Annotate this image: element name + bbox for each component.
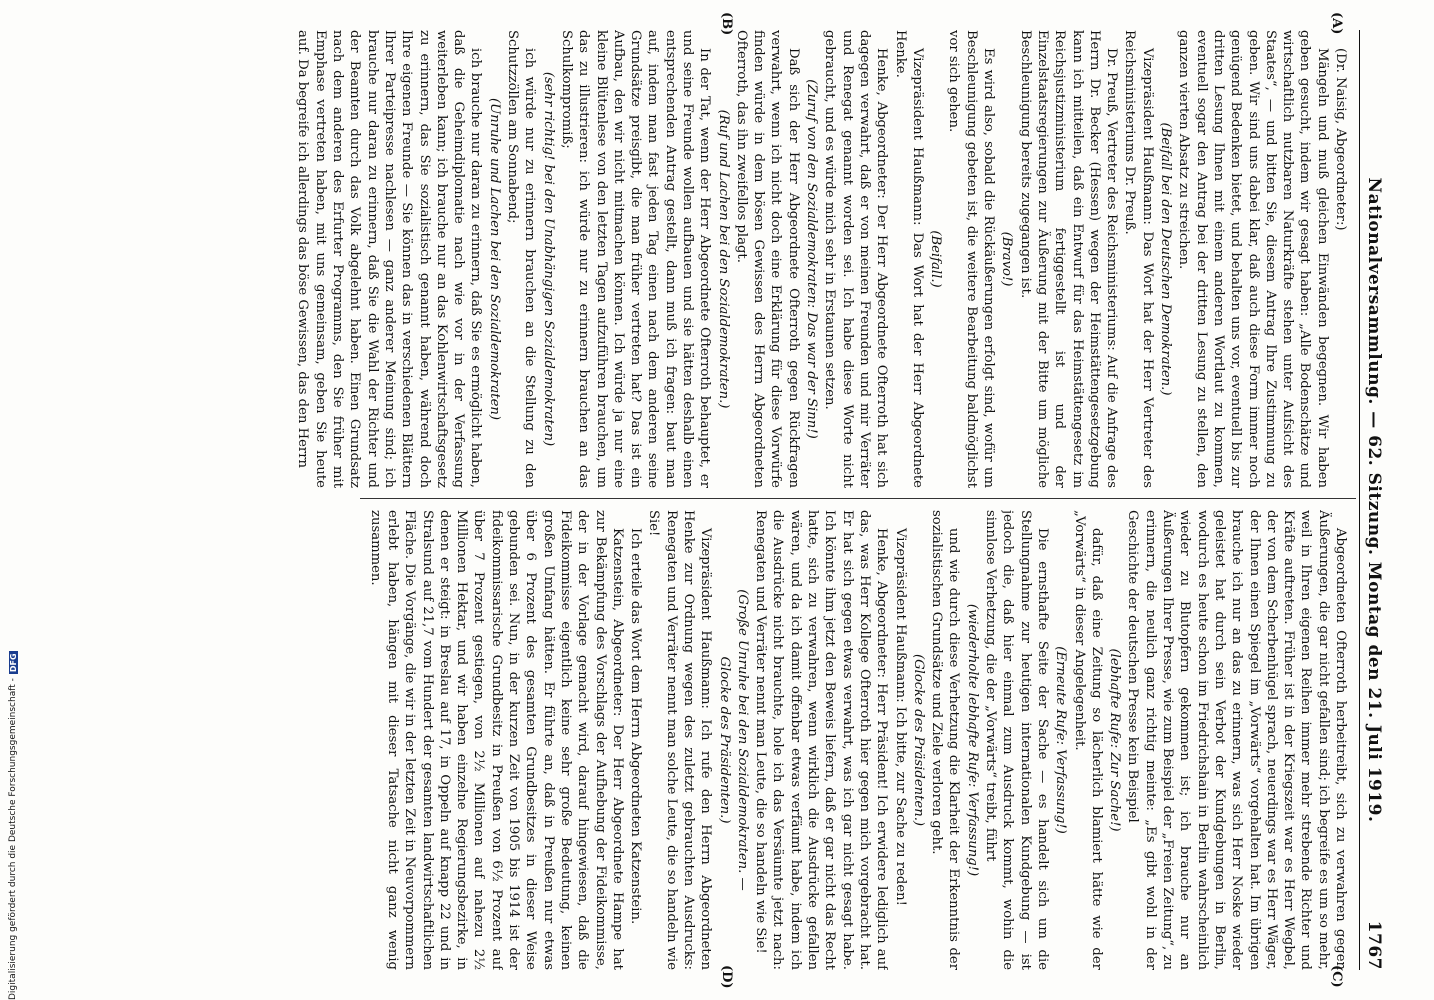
stage-direction: (Erneute Rufe: Verfassung!)	[1053, 646, 1069, 834]
paragraph: Vizepräsident Haußmann: Das Wort hat der Herr Abgeordnete Henke.	[892, 30, 925, 488]
running-header	[1359, 30, 1404, 970]
paragraph: Vizepräsident Haußmann: Ich rufe den Herrn Abgeordneten Henke zur Ordnung wegen des zuletzt gebrauchten Ausdrucks: Renegaten und Verräter nennt man solche Leute, die so handeln wie Sie!	[646, 510, 714, 970]
paragraph: dafür, daß eine Zeitung so lächerlich blamiert hätte wie der „Vorwärts“ in dieser Angelegenheit.	[1071, 510, 1104, 970]
stage-direction: (Große Unruhe bei den Sozialdemokraten. —	[734, 589, 750, 891]
paragraph: ich würde nur zu erinnern brauchen an die Stellung zu den Schutzzöllen am Sonnabend;	[505, 30, 538, 488]
stage-direction: (lebhafte Rufe: Zur Sache!)	[1107, 648, 1123, 832]
right-column	[40, 510, 1349, 970]
dfg-logo: DFG	[8, 653, 18, 673]
paragraph: Es wird also, sobald die Rückäußerungen erfolgt sind, wofür um Beschleunigung gebeten ist, die weitere Bearbeitung baldmöglichst vor sich gehen.	[946, 30, 997, 488]
stage-direction: (sehr richtig! bei den Unabhängigen Sozialdemokraten)	[540, 71, 556, 447]
paragraph: Abgeordneten Ofterroth herbeitreibt, sich zu verwahren gegen Äußerungen, die gar nicht gefallen sind; ich begreife es um so mehr, weil in Ihren eigenen Reihen immer mehr strebende Richter und Kräfte auftreten. Früher ist in der Kriegszeit war es Herr Wegbel, der von dem Scherbenhügel sprach, neuerdings war es Herr Wäger, der Ihnen einen Spiegel im „Vorwärts“ vorgehalten hat. Im übrigen brauche ich nur an das zu erinnern, was sich Herr Noske wieder geleistet hat durch sein Verbot der Kundgebungen in Berlin, wodurch es heute schon im Friedrichshain in Berlin wahrscheinlich wieder zu Blutopfern gekommen ist; ich brauche nur an Äußerungen Ihrer Presse, wie zum Beispiel der „Freien Zeitung“, zu erinnern, die neulich ganz richtig meinte: „Es gibt wohl in der Geschichte der deutschen Presse kein Beispiel	[1125, 510, 1348, 970]
paragraph: In der Tat, wenn der Herr Abgeordnete Ofterroth behauptet, er und seine Freunde wollen aufbauen und sie hätten deshalb einen entsprechenden Antrag gestellt, dann muß ich fragen: baut man auf, indem man fast jeden Tag einen nach dem anderen seine Grundsätze preisgibt, die man früher vertreten hat? Das ist ein Aufbau, den wir nicht mitmachen können. Ich würde ja nur eine kleine Blütenlese von den letzten Tagen aufzuführen brauchen, um das zu illustrieren: ich würde nur zu erinnern brauchen an das Schulkompromiß;	[558, 30, 713, 488]
stage-direction: (wiederholte lebhafte Rufe: Verfassung!)	[964, 603, 980, 877]
paragraph: Mängeln und muß gleichen Einwänden begegnen. Wir haben geben gesucht, indem wir gesagt haben: „Alle Bodenschätze und wirtschaftlich nutzbaren Naturkräfte stehen unter Aufsicht des Staates“, — und bitten Sie, diesem Antrag Ihre Zustimmung zu geben. Wir sind uns dabei klar, daß auch diese Form immer noch genügend Bedenken bietet, und behalten uns vor, eventuell bis zur dritten Lesung Ihnen mit einem anderen Wortlaut zu kommen, eventuell sogar den Antrag bei der dritten Lesung zu stellen, den ganzen vierten Absatz zu streichen.	[1176, 30, 1330, 488]
paragraph: Vizepräsident Haußmann: Das Wort hat der Herr Vertreter des Reichsministeriums Dr. Preuß.	[1122, 30, 1155, 488]
paragraph: Ich erteile das Wort dem Herrn Abgeordneten Katzenstein.	[628, 528, 644, 925]
paragraph: Dr. Preuß, Vertreter des Reichsministeriums: Auf die Anfrage des Herrn Dr. Becker (Hessen) wegen der Heimstättengesetzgebung kann ich mitteilen, daß ein Entwurf für das Heimstättengesetz im Reichsjustizministerium fertiggestellt ist und der Einzelstaatsregierungen zur Äußerung mit der Bitte um mögliche Beschleunigung bereits zugegangen ist.	[1017, 30, 1120, 488]
paragraph: und wie durch diese Verhetzung die Klarheit der Erkenntnis der sozialistischen Grundsätze und Ziele verloren geht.	[929, 510, 962, 970]
paragraph: Vizepräsident Haußmann: Ich bitte, zur Sache zu reden!	[892, 528, 908, 906]
paragraph: (Dr. Naisig, Abgeordneter:)	[1333, 48, 1348, 231]
stage-direction: (Unruhe und Lachen bei den Sozialdemokraten)	[486, 97, 502, 421]
digitization-note	[6, 600, 20, 1000]
stage-direction: (Ruf und Lachen bei den Sozialdemokraten.)	[715, 109, 731, 409]
paragraph: Die ernsthafte Seite der Sache — es handelt sich um die Stellungnahme zur heutigen internationalen Kundgebung — ist jedoch die, daß hier einmal zum Ausdruck kommt, wohin die sinnlose Verhetzung, die der „Vorwärts“ treibt, führt	[983, 510, 1050, 970]
running-title: Nationalversammlung. — 62. Sitzung. Montag den 21. Juli 1919.	[1364, 177, 1384, 823]
stage-direction: (Beifall bei den Deutschen Demokraten.)	[1158, 122, 1174, 396]
stage-direction: (Zuruf von den Sozialdemokraten: Das war der Sinn!)	[804, 79, 820, 439]
stage-direction: Glocke des Präsidenten.)	[716, 656, 732, 824]
paragraph: Henke, Abgeordneter: Der Herr Abgeordnete Ofterroth hat sich dagegen verwahrt, daß er von meinen Freunden und mir Verräter und Renegat genannt worden sei. Ich habe diese Worte nicht gebraucht, und es würde mich sehr in Erstaunen setzen.	[822, 30, 890, 488]
column-divider	[360, 498, 1356, 499]
margin-mark-b: (B)	[719, 12, 734, 36]
stage-direction: (Beifall.)	[928, 230, 944, 288]
digitization-text: Digitalisierung gefördert durch die Deutsche Forschungsgemeinschaft -	[8, 678, 18, 1000]
left-column	[40, 30, 1349, 488]
margin-mark-a: (A)	[1329, 12, 1344, 35]
page-number: 1767	[1364, 920, 1384, 970]
margin-mark-d: (D)	[719, 965, 734, 989]
paragraph: Katzenstein, Abgeordneter: Der Herr Abgeordnete Hampe hat zur Bekämpfung des Vorschlags der Aufhebung der Fideikommisse, der in der Vorlage gemacht wird, darauf hingewiesen, daß die Fideikommisse eigentlich keine sehr große Bedeutung, keinen großen Umfang hätten. Er führte an, daß in Preußen nur etwas über 6 Prozent des gesamten Grundbesitzes in dieser Weise gebunden sei. Nun, in der kurzen Zeit von 1905 bis 1914 ist der fideikommissarische Grundbesitz in Preußen von 6½ Prozent auf über 7 Prozent gestiegen, von 2½ Millionen auf nahezu 2½ Millionen Hektar, und wir haben einzelne Regierungsbezirke, in denen er steigt: in Breslau auf 17, in Oppeln auf knapp 22 und in Stralsund auf 21,7 vom Hundert der gesamten landwirtschaftlichen Fläche. Die Vorgänge, die wir in der letzten Zeit in Neuvorpommern erlebt haben, hängen mit dieser Tatsache nicht ganz wenig zusammen.	[367, 510, 625, 970]
stage-direction: (Glocke des Präsidenten.)	[910, 653, 926, 827]
paragraph: Daß sich der Herr Abgeordnete Ofterroth gegen Rückfragen verwahrt, wenn ich nicht doch eine Erklärung für diese Vorwürfe finden würde in dem bösen Gewissen des Herrn Abgeordneten Ofterroth, das ihn zweifellos plagt.	[733, 30, 801, 488]
margin-mark-c: (C)	[1329, 965, 1344, 988]
stage-direction: (Bravo!)	[999, 231, 1015, 287]
paragraph: Henke, Abgeordneter: Herr Präsident! Ich erwidere lediglich auf das, was Herr Kollege Ofterroth hier gegen mich vorgebracht hat. Er hat sich gegen etwas verwahrt, was ich gar nicht gesagt habe. Ich könnte ihm jetzt den Beweis liefern, daß er gar nicht das Recht hatte, sich zu verwahren, wenn wirklich die Ausdrücke gefallen wären, und da ich damit offenbar etwas verfäumt habe, indem ich die Ausdrücke nicht brauchte, hole ich das Versäumte jetzt nach: Renegaten und Verräter nennt man Leute, die so handeln wie Sie!	[753, 510, 890, 970]
paragraph: ich brauche nur daran zu erinnern, daß Sie es ermöglicht haben, daß die Geheimdiplomatie nach wie vor in der Verfassung weiterleben kann; ich brauche nur an das Kohlenwirtschaftsgesetz zu erinnern, das Sie sozialistisch genannt haben, während doch Ihre eigenen Freunde — Sie können das in verschiedenen Blättern Ihrer Parteipresse nachlesen — ganz anderer Meinung sind; ich brauche nur daran zu erinnern, daß Sie die Wahl der Richter und der Beamten durch das Volk abgelehnt haben. Einen Grundsatz nach dem anderen des Erfurter Programms, den Sie früher mit Emphase vertreten haben, mit uns gemeinsam, geben Sie heute auf. Da begreife ich allerdings das böse Gewissen, das den Herrn	[295, 30, 484, 488]
